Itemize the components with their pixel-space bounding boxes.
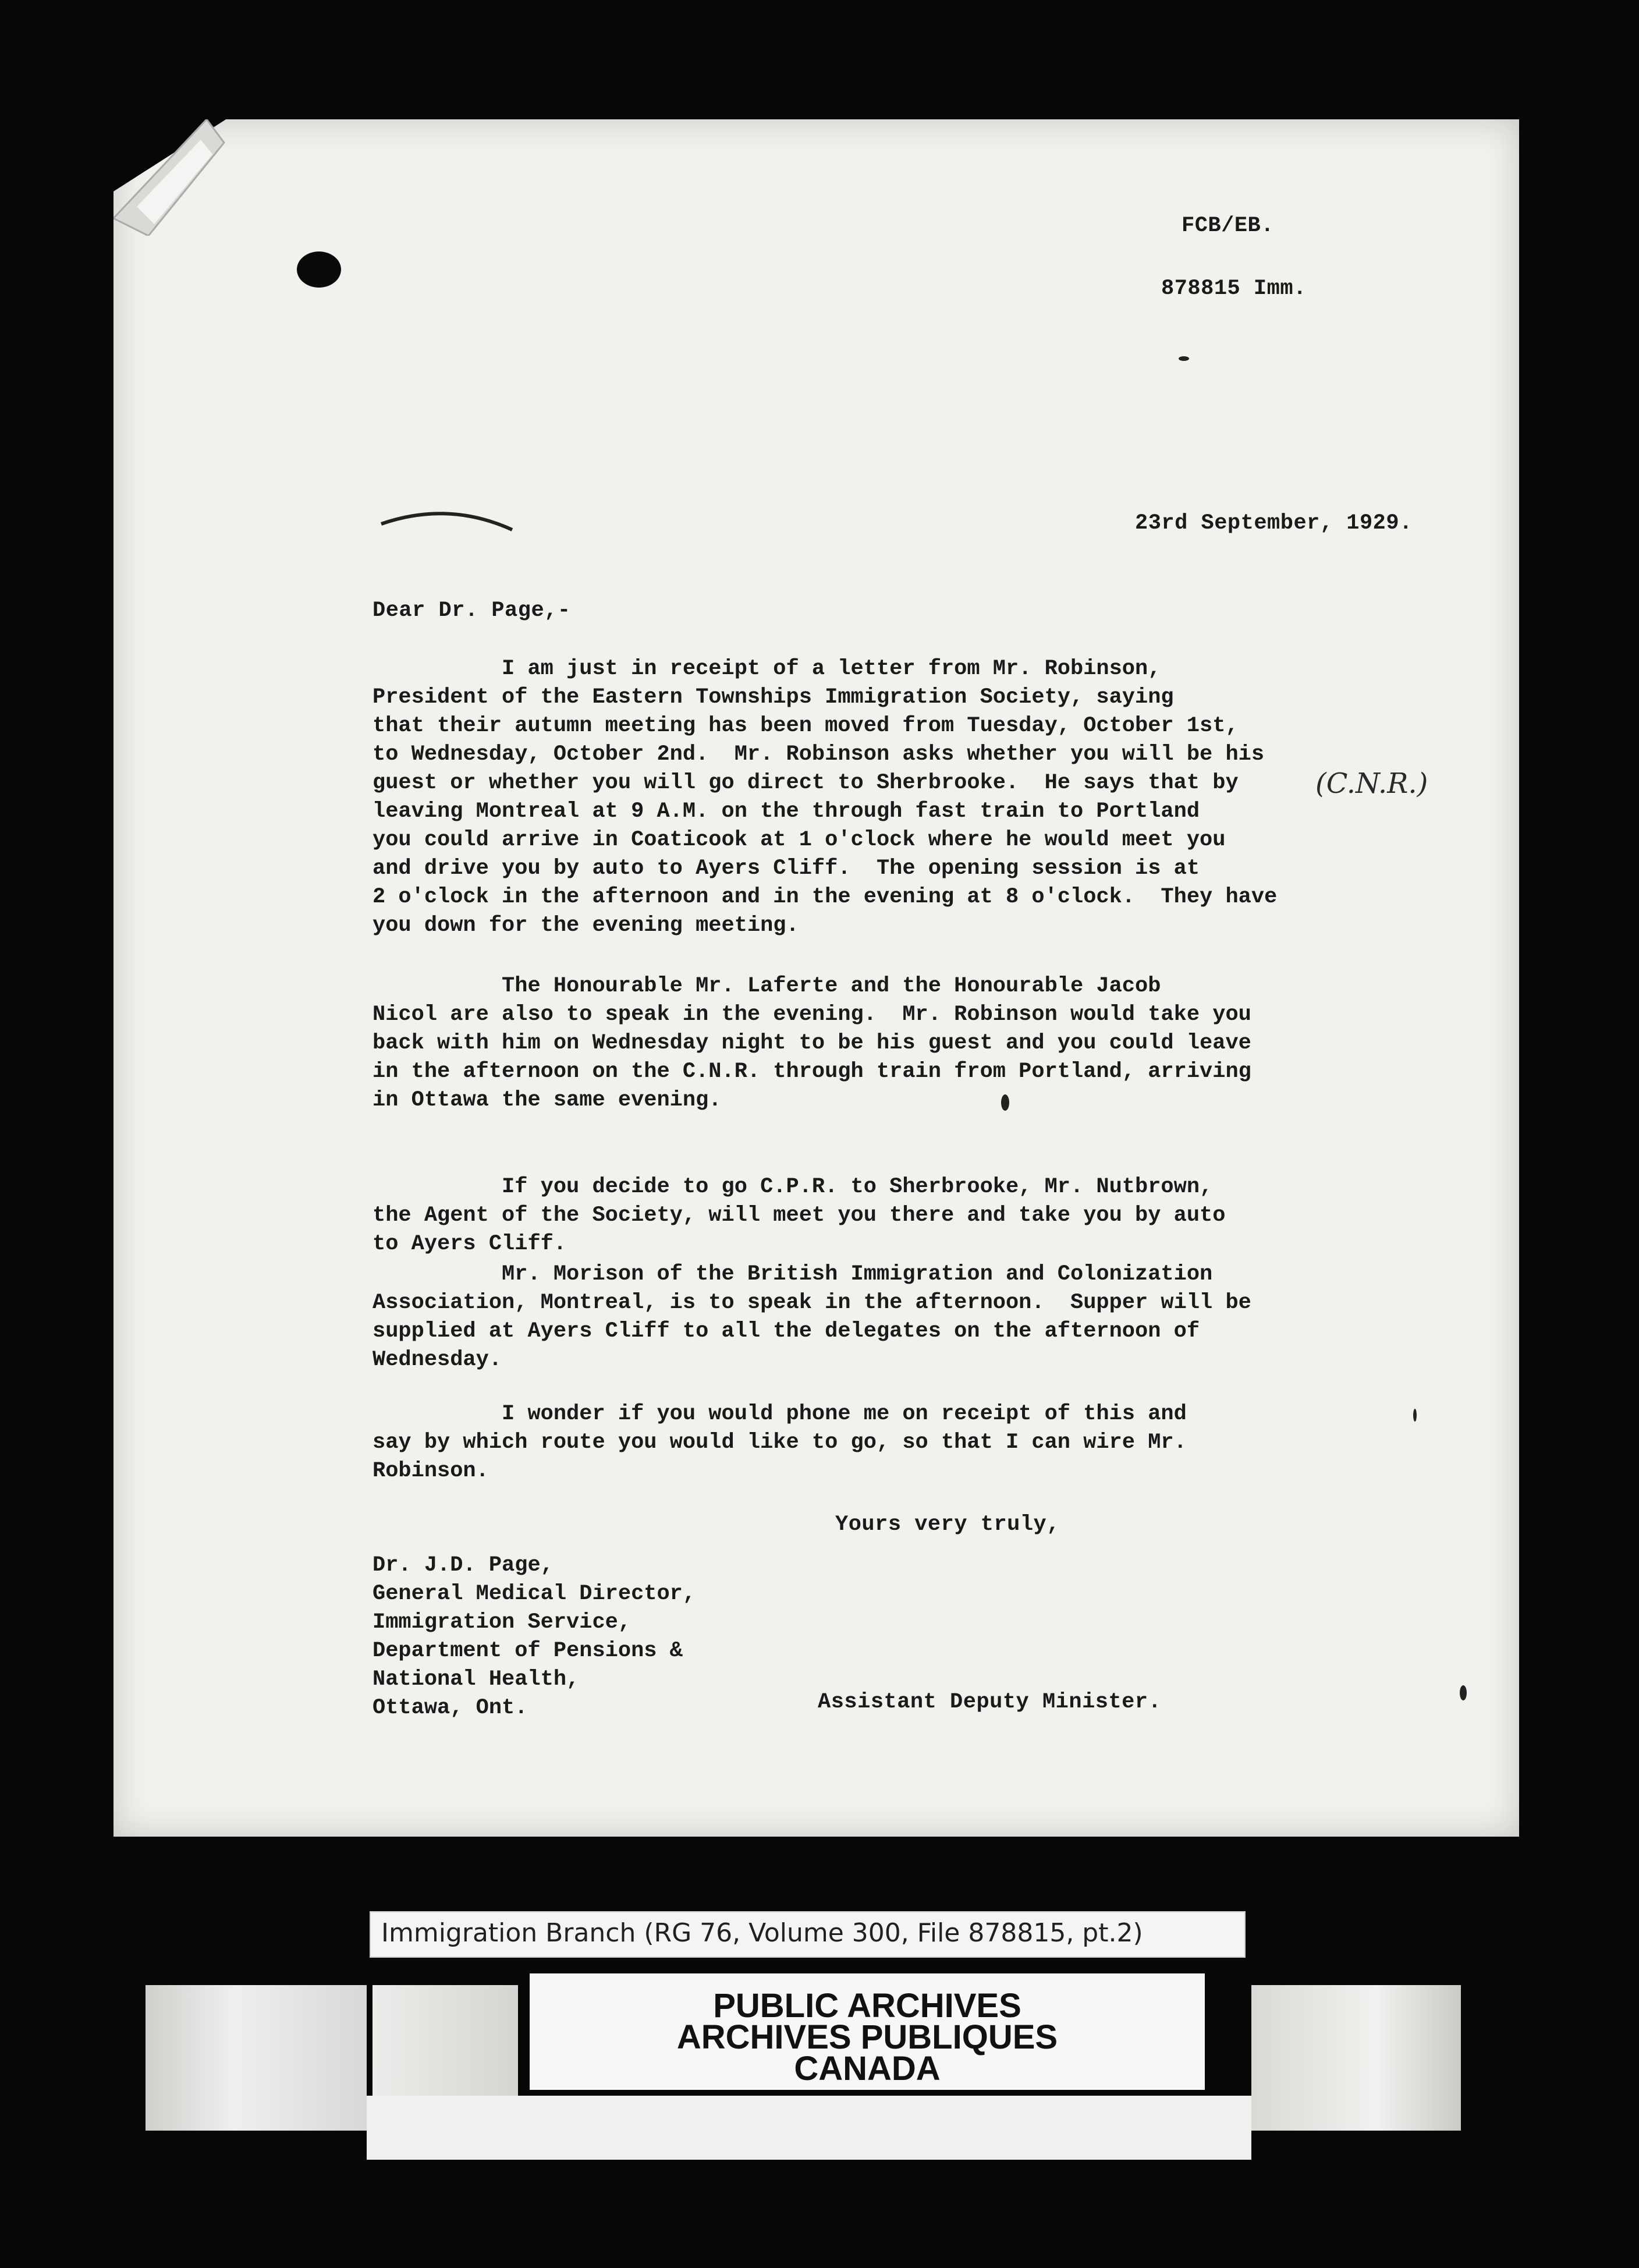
text-line: back with him on Wednesday night to be his guest and you could leave	[372, 1031, 1251, 1055]
address-line: National Health,	[372, 1667, 580, 1692]
text-line: to Ayers Cliff.	[372, 1232, 567, 1256]
text-line: to Wednesday, October 2nd. Mr. Robinson asks whether you will be his	[372, 742, 1265, 767]
archive-stamp-strip	[146, 1973, 1464, 2166]
reference-initials: FCB/EB.	[1182, 214, 1274, 238]
letter-date: 23rd September, 1929.	[1135, 511, 1413, 536]
speck	[1001, 1094, 1009, 1111]
text-line: 2 o'clock in the afternoon and in the evening at 8 o'clock. They have	[372, 885, 1278, 909]
signer-title: Assistant Deputy Minister.	[818, 1690, 1162, 1714]
strip-segment	[1251, 1985, 1461, 2131]
text-line: and drive you by auto to Ayers Cliff. The opening session is at	[372, 856, 1200, 881]
text-line: President of the Eastern Townships Immigration Society, saying	[372, 685, 1174, 710]
text-line: Association, Montreal, is to speak in the afternoon. Supper will be	[372, 1291, 1251, 1315]
text-line: If you decide to go C.P.R. to Sherbrooke, Mr. Nutbrown,	[372, 1175, 1213, 1199]
address-line: Department of Pensions &	[372, 1639, 683, 1663]
speck	[1179, 356, 1189, 361]
address-line: General Medical Director,	[372, 1582, 696, 1606]
paragraph-2	[372, 972, 1251, 1115]
text-line: in Ottawa the same evening.	[372, 1088, 722, 1112]
text-line: you down for the evening meeting.	[372, 913, 799, 938]
stamp-line-english: PUBLIC ARCHIVES	[713, 1987, 1021, 2025]
text-line: say by which route you would like to go, so that I can wire Mr.	[372, 1430, 1187, 1455]
pen-stroke-mark	[378, 506, 518, 541]
paragraph-5	[372, 1400, 1187, 1486]
text-line: supplied at Ayers Cliff to all the delegates on the afternoon of	[372, 1319, 1200, 1344]
paragraph-1	[372, 655, 1277, 940]
paragraph-3	[372, 1173, 1225, 1259]
folded-corner	[113, 119, 230, 236]
strip-segment	[146, 1985, 367, 2131]
text-line: the Agent of the Society, will meet you there and take you by auto	[372, 1203, 1226, 1228]
text-line: I wonder if you would phone me on receipt of this and	[372, 1402, 1187, 1426]
file-reference: 878815 Imm.	[1161, 277, 1307, 301]
text-line: leaving Montreal at 9 A.M. on the through fast train to Portland	[372, 799, 1200, 824]
text-line: guest or whether you will go direct to Sherbrooke. He says that by	[372, 771, 1239, 795]
address-line: Dr. J.D. Page,	[372, 1553, 554, 1578]
address-line: Ottawa, Ont.	[372, 1696, 528, 1720]
strip-blank-label	[367, 2096, 1251, 2160]
text-line: Mr. Morison of the British Immigration and Colonization	[372, 1262, 1213, 1287]
archives-stamp	[530, 1973, 1205, 2090]
text-line: Wednesday.	[372, 1348, 502, 1372]
stamp-line-country: CANADA	[794, 2050, 941, 2088]
text-line: The Honourable Mr. Laferte and the Honourable Jacob	[372, 974, 1161, 998]
speck	[1413, 1409, 1417, 1422]
address-line: Immigration Service,	[372, 1610, 632, 1635]
speck	[1460, 1685, 1467, 1700]
text-line: that their autumn meeting has been moved from Tuesday, October 1st,	[372, 714, 1239, 738]
closing: Yours very truly,	[835, 1512, 1060, 1537]
archive-reference-label: Immigration Branch (RG 76, Volume 300, File 878815, pt.2)	[370, 1911, 1246, 1958]
paragraph-4	[372, 1260, 1251, 1374]
text-line: Robinson.	[372, 1459, 489, 1483]
text-line: in the afternoon on the C.N.R. through train from Portland, arriving	[372, 1059, 1251, 1084]
text-line: Nicol are also to speak in the evening. Mr. Robinson would take you	[372, 1002, 1251, 1027]
text-line: I am just in receipt of a letter from Mr. Robinson,	[372, 657, 1161, 681]
punch-hole	[297, 251, 341, 288]
stamp-line-french: ARCHIVES PUBLIQUES	[676, 2018, 1058, 2056]
text-line: you could arrive in Coaticook at 1 o'clock where he would meet you	[372, 828, 1226, 852]
recipient-address	[372, 1551, 696, 1723]
handwritten-annotation: (C.N.R.)	[1315, 767, 1428, 800]
salutation: Dear Dr. Page,-	[372, 598, 571, 623]
